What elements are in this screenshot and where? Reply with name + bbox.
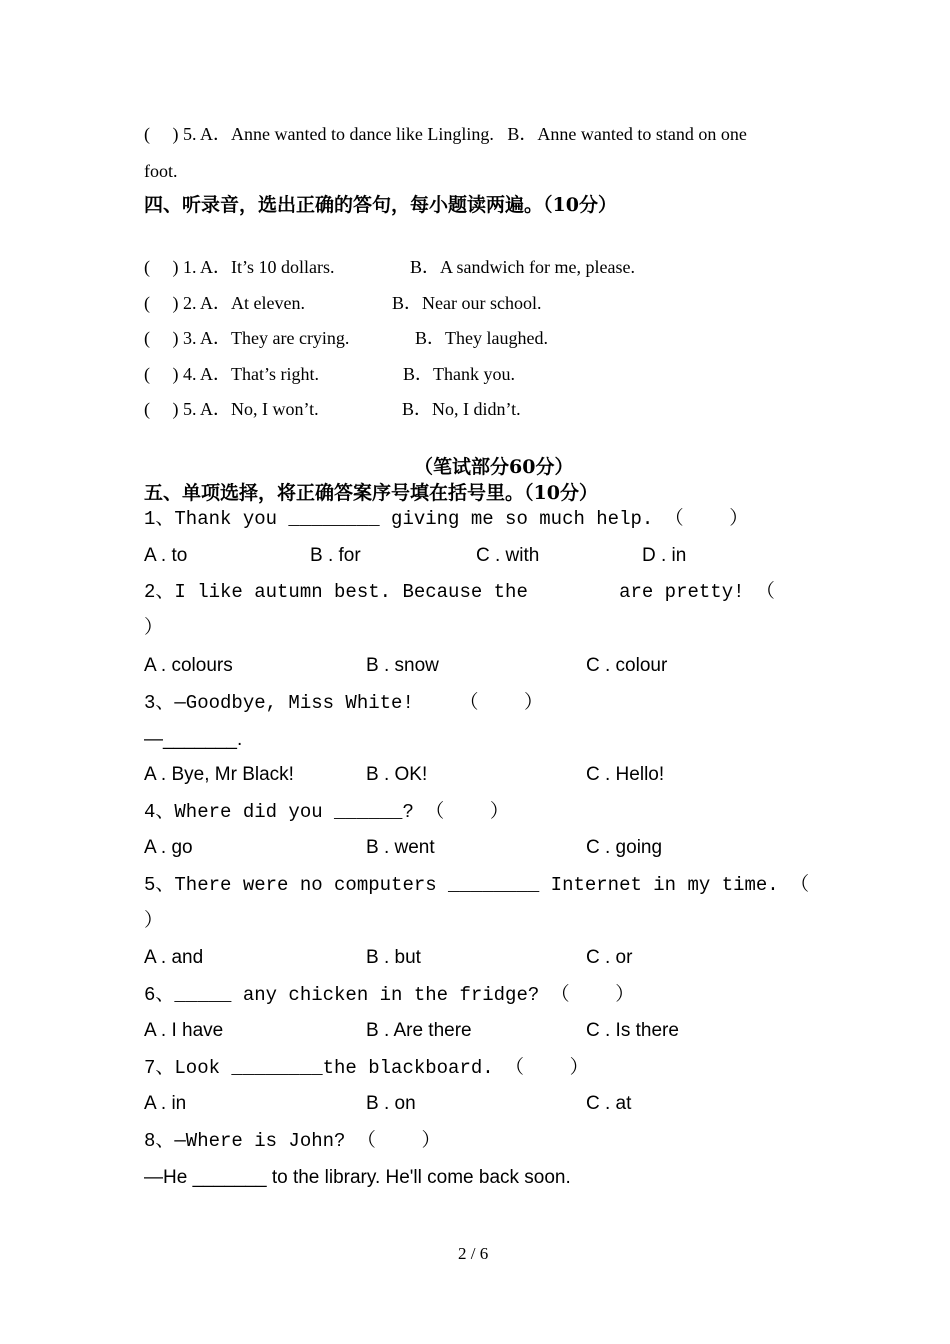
q1-option-c: C . with: [476, 545, 540, 566]
q1-option-a: A . to: [144, 545, 188, 566]
q8-stem: 8、—Where is John? （ ）: [144, 1130, 441, 1152]
listening-item-5-continuation: foot.: [144, 161, 178, 181]
page-number: 2 / 6: [458, 1244, 489, 1263]
q2-stem-continuation: ）: [144, 617, 164, 639]
q6-stem: 6、_____ any chicken in the fridge? （ ）: [144, 984, 635, 1006]
q7-option-b: B . on: [366, 1093, 416, 1114]
q6-option-a: A . I have: [144, 1020, 224, 1041]
q5-option-a: A . and: [144, 947, 204, 968]
section-5-title: 五、单项选择，将正确答案序号填在括号里。（10分）: [144, 482, 598, 504]
q2-stem: 2、I like autumn best. Because the are pretty! （: [144, 581, 775, 603]
q4-stem: 4、Where did you ______? （ ）: [144, 801, 509, 823]
q4-option-a: A . go: [144, 837, 193, 858]
q3-reply: —_______.: [144, 729, 243, 750]
q4-option-b: B . went: [366, 837, 435, 858]
q5-stem-continuation: ）: [144, 910, 164, 932]
q4-option-c: C . going: [586, 837, 663, 858]
s4-item-2-b: B．Near our school.: [392, 293, 542, 313]
q7-option-a: A . in: [144, 1093, 187, 1114]
q2-option-c: C . colour: [586, 655, 668, 676]
s4-item-1-a: ( ) 1. A．It’s 10 dollars.: [144, 257, 335, 277]
s4-item-4-b: B．Thank you.: [403, 364, 515, 384]
q3-stem: 3、—Goodbye, Miss White! （ ）: [144, 692, 544, 714]
written-part-header: （笔试部分60分）: [414, 456, 574, 478]
q6-option-c: C . Is there: [586, 1020, 679, 1041]
s4-item-5-a: ( ) 5. A．No, I won’t.: [144, 399, 319, 419]
q5-option-c: C . or: [586, 947, 633, 968]
q2-option-a: A . colours: [144, 655, 233, 676]
section-4-title: 四、听录音，选出正确的答句，每小题读两遍。（10分）: [144, 194, 617, 216]
q3-option-b: B . OK!: [366, 764, 428, 785]
s4-item-3-b: B．They laughed.: [415, 328, 548, 348]
q1-stem: 1、Thank you ________ giving me so much help. （ ）: [144, 508, 749, 530]
q7-option-c: C . at: [586, 1093, 632, 1114]
s4-item-1-b: B．A sandwich for me, please.: [410, 257, 635, 277]
q5-option-b: B . but: [366, 947, 421, 968]
s4-item-2-a: ( ) 2. A．At eleven.: [144, 293, 305, 313]
s4-item-4-a: ( ) 4. A．That’s right.: [144, 364, 319, 384]
q2-option-b: B . snow: [366, 655, 439, 676]
q6-option-b: B . Are there: [366, 1020, 472, 1041]
s4-item-5-b: B．No, I didn’t.: [402, 399, 521, 419]
s4-item-3-a: ( ) 3. A．They are crying.: [144, 328, 350, 348]
q3-option-a: A . Bye, Mr Black!: [144, 764, 294, 785]
q8-reply: —He _______ to the library. He'll come back soon.: [144, 1167, 571, 1188]
q1-option-b: B . for: [310, 545, 361, 566]
q5-stem: 5、There were no computers ________ Internet in my time. （: [144, 874, 810, 896]
q7-stem: 7、Look ________the blackboard. （ ）: [144, 1057, 589, 1079]
listening-item-5: ( ) 5. A．Anne wanted to dance like Lingling. B．Anne wanted to stand on one: [144, 124, 747, 144]
q1-option-d: D . in: [642, 545, 687, 566]
q3-option-c: C . Hello!: [586, 764, 665, 785]
